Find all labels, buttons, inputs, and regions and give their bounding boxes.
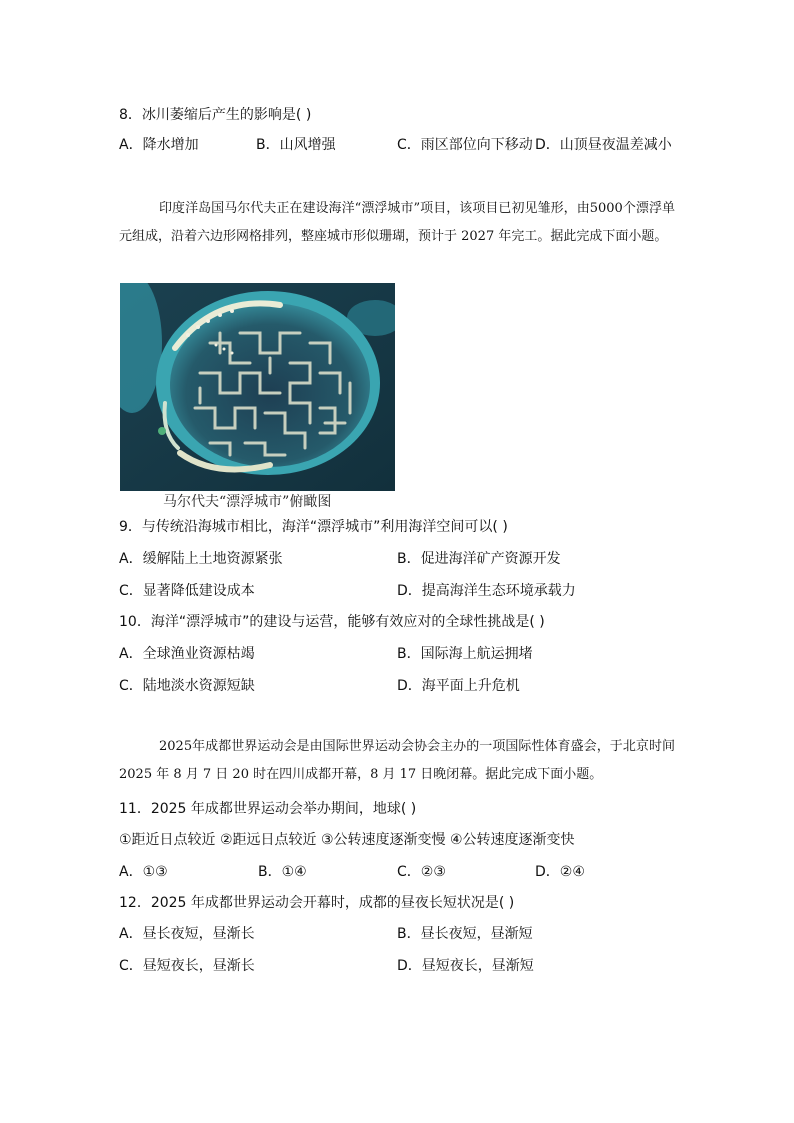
q8-option-b: B．山风增强: [256, 137, 336, 153]
q11-option-a: A．①③: [119, 864, 168, 880]
q12-option-c: C．昼短夜长，昼渐长: [119, 958, 255, 974]
passage-world-games: [119, 733, 675, 789]
q10-option-b: B．国际海上航运拥堵: [397, 646, 533, 662]
figure-caption: 马尔代夫“漂浮城市”俯瞰图: [163, 494, 332, 510]
q9-option-c: C．显著降低建设成本: [119, 583, 255, 599]
q10-option-a: A．全球渔业资源枯竭: [119, 646, 255, 662]
floating-city-aerial-photo: [120, 283, 395, 491]
q8-option-a: A．降水增加: [119, 137, 199, 153]
q10-stem: 10．海洋“漂浮城市”的建设与运营，能够有效应对的全球性挑战是( ): [119, 614, 545, 630]
q12-option-a: A．昼长夜短，昼渐长: [119, 926, 255, 942]
q11-stem: 11．2025 年成都世界运动会举办期间，地球( ): [119, 801, 417, 817]
q12-stem: 12．2025 年成都世界运动会开幕时，成都的昼夜长短状况是( ): [119, 895, 515, 911]
q8-stem: 8．冰川萎缩后产生的影响是( ): [119, 107, 312, 123]
q12-option-b: B．昼长夜短，昼渐短: [397, 926, 533, 942]
q9-option-d: D．提高海洋生态环境承载力: [397, 583, 576, 599]
q10-option-d: D．海平面上升危机: [397, 678, 520, 694]
passage-floating-city-text: 印度洋岛国马尔代夫正在建设海洋“漂浮城市”项目，该项目已初见雏形，由5000个漂浮单元组成，沿着六边形网格排列，整座城市形似珊瑚，预计于 2027 年完工。据此完成下面小题。: [119, 201, 675, 244]
q11-option-c: C．②③: [397, 864, 446, 880]
q10-option-c: C．陆地淡水资源短缺: [119, 678, 255, 694]
q8-option-d: D．山顶昼夜温差减小: [535, 137, 672, 153]
q11-option-d: D．②④: [535, 864, 585, 880]
q11-option-b: B．①④: [258, 864, 307, 880]
q9-option-b: B．促进海洋矿产资源开发: [397, 551, 561, 567]
passage-world-games-text: 2025年成都世界运动会是由国际世界运动会协会主办的一项国际性体育盛会，于北京时间 2025 年 8 月 7 日 20 时在四川成都开幕，8 月 17 日晚闭幕。据此完成下面小题。: [119, 739, 675, 782]
q9-option-a: A．缓解陆上土地资源紧张: [119, 551, 283, 567]
q8-option-c: C．雨区部位向下移动: [397, 137, 533, 153]
passage-floating-city: [119, 195, 675, 251]
q12-option-d: D．昼短夜长，昼渐短: [397, 958, 534, 974]
q9-stem: 9．与传统沿海城市相比，海洋“漂浮城市”利用海洋空间可以( ): [119, 519, 508, 535]
q11-items: ①距近日点较近 ②距远日点较近 ③公转速度逐渐变慢 ④公转速度逐渐变快: [119, 832, 575, 848]
